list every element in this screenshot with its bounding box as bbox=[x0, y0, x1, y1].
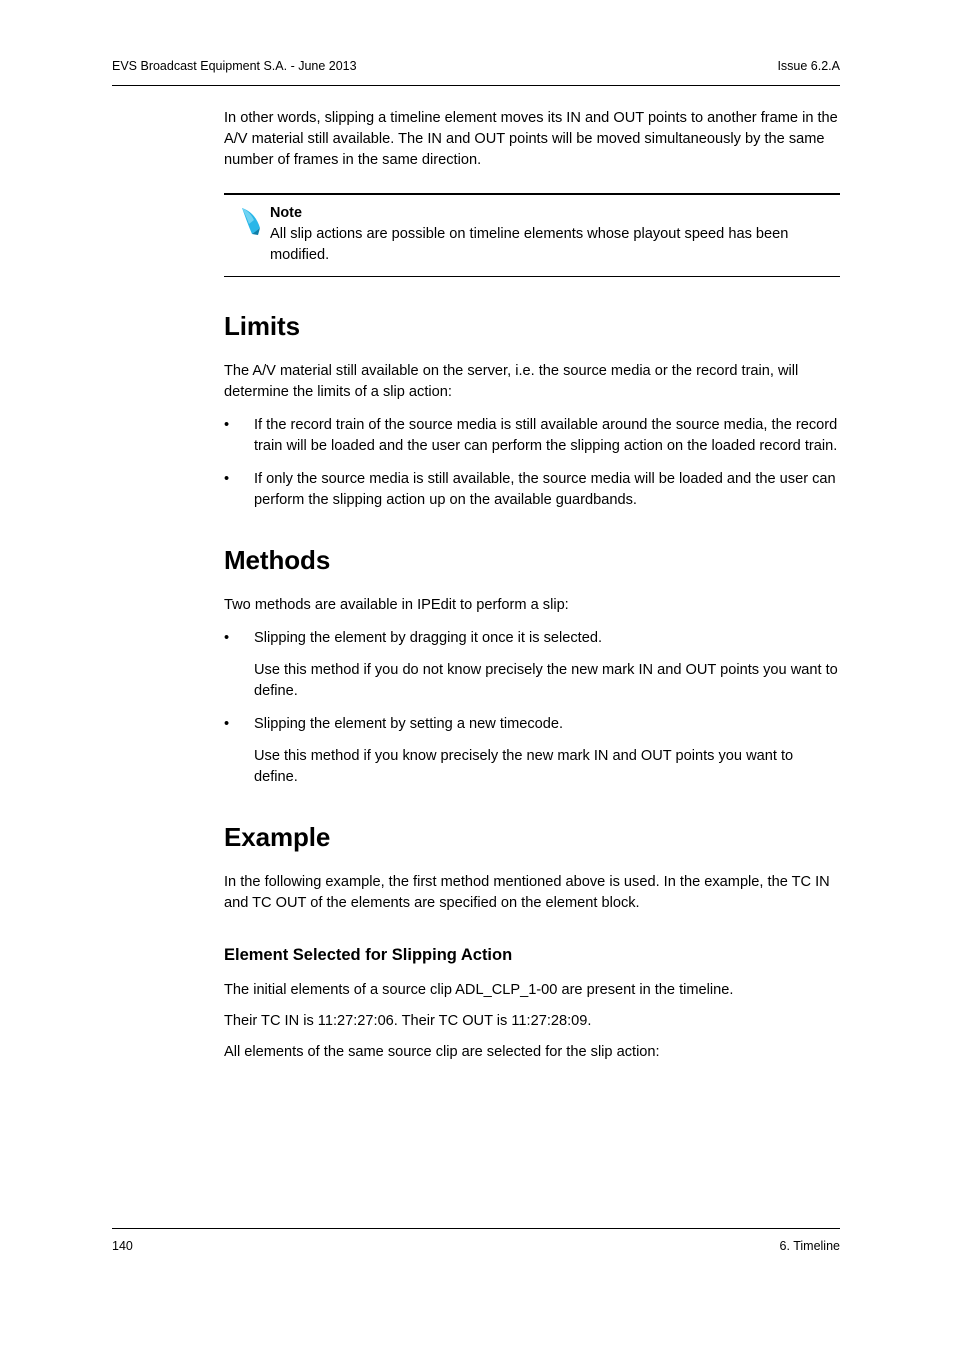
limits-intro: The A/V material still available on the server, i.e. the source media or the record train, will determine the limits of a slip action: bbox=[224, 363, 799, 400]
page-number: 140 bbox=[112, 1239, 133, 1253]
methods-bullet-list bbox=[224, 628, 840, 788]
list-item-text: Slipping the element by dragging it once it is selected. bbox=[254, 630, 603, 646]
section-heading-limits: Limits bbox=[224, 311, 300, 341]
bullet-marker: • bbox=[224, 716, 230, 732]
page-footer bbox=[112, 1238, 840, 1254]
example-paragraph-1: The initial elements of a source clip ADL_CLP_1-00 are present in the timeline. bbox=[224, 982, 734, 998]
list-item-subtext: Use this method if you know precisely the new mark IN and OUT points you want to define. bbox=[254, 748, 794, 785]
list-item-text: Slipping the element by setting a new timecode. bbox=[254, 716, 564, 732]
section-heading-methods: Methods bbox=[224, 545, 331, 575]
list-item bbox=[224, 714, 840, 788]
intro-paragraph: In other words, slipping a timeline element moves its IN and OUT points to another frame in the A/V material still available. The IN and OUT points will be moved simultaneously by the same number of frames in the same direction. bbox=[224, 110, 838, 168]
list-item-text: If only the source media is still available, the source media will be loaded and the user can perform the slipping action up on the available guardbands. bbox=[254, 471, 836, 508]
list-item-subtext: Use this method if you do not know precisely the new mark IN and OUT points you want to define. bbox=[254, 662, 838, 699]
example-intro: In the following example, the first method mentioned above is used. In the example, the TC IN and TC OUT of the elements are specified on the element block. bbox=[224, 874, 830, 911]
note-pen-icon bbox=[224, 203, 270, 266]
footer-divider bbox=[112, 1228, 840, 1229]
list-item-text: If the record train of the source media is still available around the source media, the record train will be loaded and the user can perform the slipping action on the loaded record train. bbox=[254, 417, 838, 454]
example-paragraph-2: Their TC IN is 11:27:27:06. Their TC OUT is 11:27:28:09. bbox=[224, 1013, 592, 1029]
header-issue: Issue 6.2.A bbox=[777, 59, 840, 73]
footer-chapter: 6. Timeline bbox=[779, 1239, 840, 1253]
list-item bbox=[224, 628, 840, 702]
note-bottom-divider bbox=[224, 276, 840, 277]
bullet-marker: • bbox=[224, 630, 230, 646]
note-callout bbox=[224, 193, 840, 277]
header-divider bbox=[112, 85, 840, 86]
bullet-marker: • bbox=[224, 417, 230, 433]
methods-intro: Two methods are available in IPEdit to perform a slip: bbox=[224, 597, 569, 613]
section-heading-example: Example bbox=[224, 822, 331, 852]
list-item bbox=[224, 415, 840, 457]
example-paragraph-3: All elements of the same source clip are selected for the slip action: bbox=[224, 1044, 660, 1060]
header-publisher: EVS Broadcast Equipment S.A. - June 2013 bbox=[112, 59, 357, 73]
limits-bullet-list bbox=[224, 415, 840, 511]
page-header bbox=[112, 58, 840, 74]
note-body: All slip actions are possible on timeline elements whose playout speed has been modified. bbox=[270, 226, 789, 263]
bullet-marker: • bbox=[224, 471, 230, 487]
note-title: Note bbox=[270, 205, 302, 221]
page-content bbox=[224, 108, 840, 1063]
subsection-heading-element-selected: Element Selected for Slipping Action bbox=[224, 946, 513, 964]
list-item bbox=[224, 469, 840, 511]
